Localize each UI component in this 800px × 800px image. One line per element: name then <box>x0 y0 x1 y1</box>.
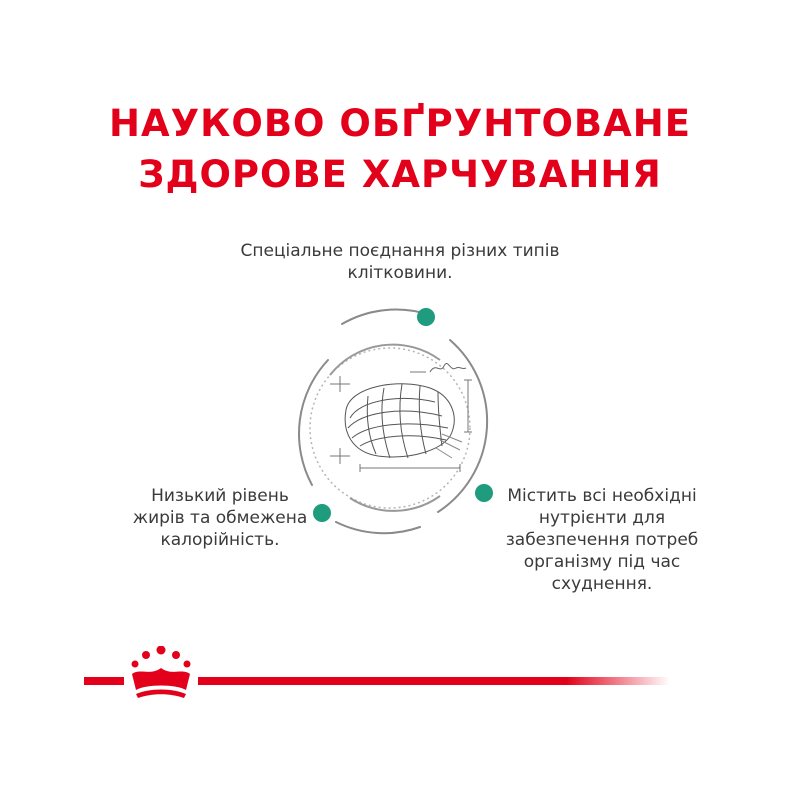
crown-logo-icon <box>132 646 191 698</box>
feature-low-fat-line-3: калорійність. <box>160 530 280 550</box>
outer-arc-left <box>299 360 328 485</box>
headline <box>0 98 800 200</box>
feature-nutrients-line-2: нутрієнти для <box>538 508 666 528</box>
feature-fiber-blend <box>240 240 560 284</box>
feature-fiber-line-2: клітковини. <box>347 263 453 283</box>
kibble-sketch-icon <box>330 363 472 472</box>
teal-dot-right <box>475 484 493 502</box>
feature-nutrients-line-5: схуднення. <box>551 574 653 594</box>
headline-line-2: ЗДОРОВЕ ХАРЧУВАННЯ <box>138 153 662 196</box>
feature-nutrients-line-4: організму під час <box>523 552 681 572</box>
feature-nutrients-line-1: Містить всі необхідні <box>507 486 697 506</box>
outer-arc-lower <box>336 522 420 533</box>
brand-footer <box>0 646 800 706</box>
feature-fiber-line-1: Спеціальне поєднання різних типів <box>240 241 560 261</box>
headline-line-1: НАУКОВО ОБҐРУНТОВАНЕ <box>109 102 691 145</box>
outer-arc-upper <box>342 310 430 324</box>
red-rule-right <box>198 677 670 685</box>
feature-nutrients-line-3: забезпечення потреб <box>505 530 699 550</box>
kibble-diagram <box>290 300 510 540</box>
teal-dot-left <box>313 504 331 522</box>
feature-low-fat-line-2: жирів та обмежена <box>132 508 308 528</box>
inner-ring-accent <box>330 345 440 375</box>
feature-low-fat-line-1: Низький рівень <box>151 486 289 506</box>
red-rule-left <box>84 677 124 685</box>
teal-dot-top <box>417 308 435 326</box>
feature-nutrients <box>488 485 716 595</box>
inner-ring-accent-lower <box>350 496 440 511</box>
